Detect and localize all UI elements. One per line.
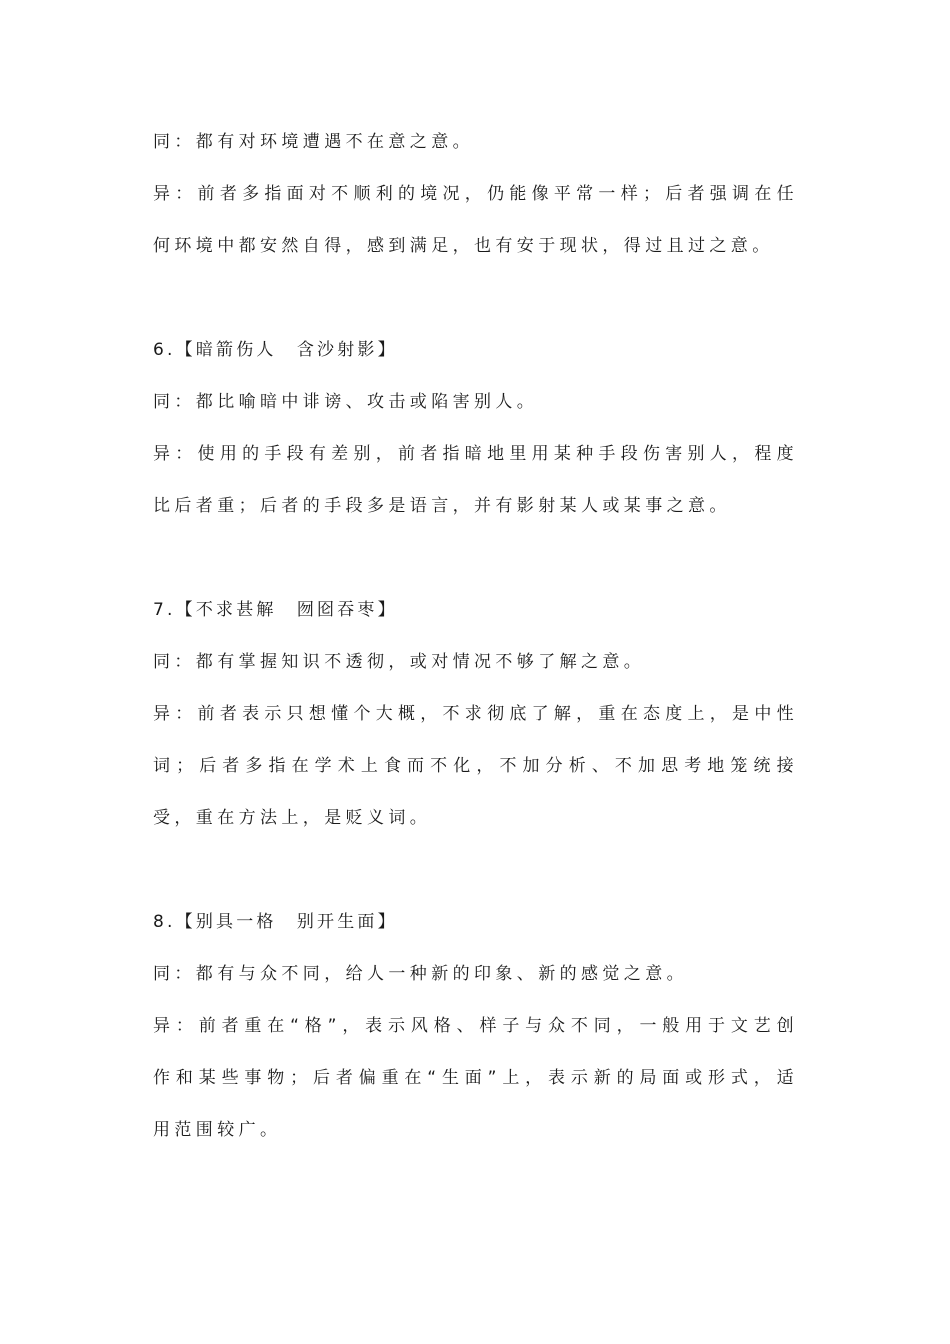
section-6-difference-line-2: 比后者重；后者的手段多是语言，并有影射某人或某事之意。 — [153, 496, 731, 516]
section-5-difference-line-1: 异：前者多指面对不顺利的境况，仍能像平常一样；后者强调在任 — [153, 184, 798, 204]
section-8-difference-line-3: 用范围较广。 — [153, 1120, 282, 1140]
section-6-similarity: 同：都比喻暗中诽谤、攻击或陷害别人。 — [153, 392, 539, 412]
section-5-similarity: 同：都有对环境遭遇不在意之意。 — [153, 132, 474, 152]
section-7-difference-line-2: 词；后者多指在学术上食而不化，不加分析、不加思考地笼统接 — [153, 756, 798, 776]
section-8-difference-line-1: 异：前者重在“格”，表示风格、样子与众不同，一般用于文艺创 — [153, 1016, 798, 1036]
section-7-difference-line-1: 异：前者表示只想懂个大概，不求彻底了解，重在态度上，是中性 — [153, 704, 798, 724]
section-7-similarity: 同：都有掌握知识不透彻，或对情况不够了解之意。 — [153, 652, 646, 672]
section-7-heading: 7.【不求甚解 囫囵吞枣】 — [153, 600, 398, 620]
section-5-difference-line-2: 何环境中都安然自得，感到满足，也有安于现状，得过且过之意。 — [153, 236, 774, 256]
section-8-difference-line-2: 作和某些事物；后者偏重在“生面”上，表示新的局面或形式，适 — [153, 1068, 798, 1088]
section-7-difference-line-3: 受，重在方法上，是贬义词。 — [153, 808, 432, 828]
section-6-difference-line-1: 异：使用的手段有差别，前者指暗地里用某种手段伤害别人，程度 — [153, 444, 798, 464]
section-8-similarity: 同：都有与众不同，给人一种新的印象、新的感觉之意。 — [153, 964, 688, 984]
section-6-heading: 6.【暗箭伤人 含沙射影】 — [153, 340, 398, 360]
section-8-heading: 8.【别具一格 别开生面】 — [153, 912, 398, 932]
